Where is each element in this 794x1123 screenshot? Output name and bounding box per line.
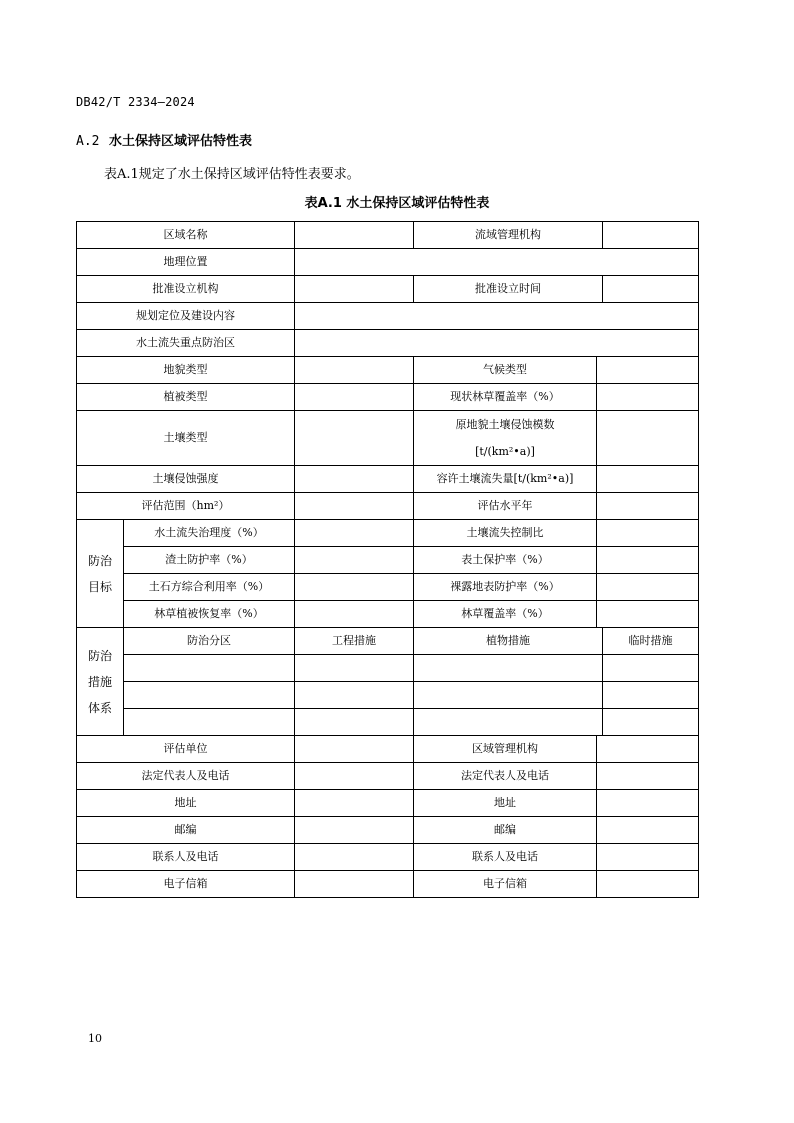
value-cell (295, 736, 414, 763)
column-header: 防治分区 (124, 628, 295, 655)
label-cell: 地貌类型 (77, 357, 295, 384)
value-cell (597, 466, 699, 493)
label-cell (414, 411, 597, 466)
page-number: 10 (88, 1032, 102, 1045)
value-cell (295, 574, 414, 601)
table-title: 表A.1 水土保持区域评估特性表 (304, 196, 490, 211)
targets-label-line: 目标 (87, 579, 112, 594)
value-cell (597, 357, 699, 384)
label-cell: 水土流失治理度（%） (124, 520, 295, 547)
label-cell: 联系人及电话 (77, 844, 295, 871)
table-row (77, 628, 699, 655)
table-row (77, 871, 699, 898)
value-cell (295, 655, 414, 682)
table-row (77, 330, 699, 357)
targets-group-label (77, 520, 124, 628)
value-cell (597, 411, 699, 466)
table-row (77, 357, 699, 384)
measures-label-line: 措施 (87, 674, 112, 689)
value-cell (597, 520, 699, 547)
value-cell (295, 330, 699, 357)
section-number: A.2 (76, 134, 100, 149)
value-cell (295, 222, 414, 249)
document-code: DB42/T 2334—2024 (76, 95, 195, 109)
value-cell (603, 682, 699, 709)
table-row (77, 466, 699, 493)
table-row (77, 817, 699, 844)
table-row (77, 547, 699, 574)
value-cell (597, 574, 699, 601)
value-cell (295, 817, 414, 844)
value-cell (295, 384, 414, 411)
label-cell: 联系人及电话 (414, 844, 597, 871)
label-cell: 批准设立时间 (414, 276, 603, 303)
value-cell (295, 411, 414, 466)
column-header: 植物措施 (414, 628, 603, 655)
value-cell (603, 276, 699, 303)
value-cell (597, 817, 699, 844)
value-cell (295, 466, 414, 493)
value-cell (295, 303, 699, 330)
targets-label-line: 防治 (87, 553, 112, 568)
label-cell: 表土保护率（%） (414, 547, 597, 574)
erosion-modulus-label: 原地貌土壤侵蚀模数 (455, 418, 555, 431)
label-cell: 土壤流失控制比 (414, 520, 597, 547)
value-cell (597, 736, 699, 763)
value-cell (597, 493, 699, 520)
table-row (77, 520, 699, 547)
value-cell (597, 871, 699, 898)
label-cell: 地理位置 (77, 249, 295, 276)
value-cell (597, 547, 699, 574)
value-cell (295, 844, 414, 871)
label-cell: 区域管理机构 (414, 736, 597, 763)
value-cell (295, 682, 414, 709)
value-cell (295, 763, 414, 790)
table-row (77, 682, 699, 709)
value-cell (295, 601, 414, 628)
value-cell (414, 709, 603, 736)
erosion-modulus-unit: [t/(km²•a)] (475, 445, 535, 458)
measures-label-line: 体系 (87, 700, 112, 715)
label-cell: 土石方综合利用率（%） (124, 574, 295, 601)
value-cell (295, 709, 414, 736)
label-cell: 流域管理机构 (414, 222, 603, 249)
label-cell: 电子信箱 (77, 871, 295, 898)
table-row (77, 493, 699, 520)
table-row (77, 763, 699, 790)
measures-group-label (77, 628, 124, 736)
table-row (77, 303, 699, 330)
label-cell: 法定代表人及电话 (77, 763, 295, 790)
characteristics-table (76, 221, 699, 898)
label-cell: 地址 (77, 790, 295, 817)
label-cell: 法定代表人及电话 (414, 763, 597, 790)
value-cell (414, 682, 603, 709)
label-cell: 林草植被恢复率（%） (124, 601, 295, 628)
label-cell: 邮编 (77, 817, 295, 844)
table-row (77, 736, 699, 763)
value-cell (295, 249, 699, 276)
table-row (77, 249, 699, 276)
section-heading (76, 130, 252, 149)
table-row (77, 790, 699, 817)
value-cell (124, 655, 295, 682)
label-cell: 规划定位及建设内容 (77, 303, 295, 330)
label-cell: 土壤类型 (77, 411, 295, 466)
value-cell (295, 276, 414, 303)
label-cell: 评估水平年 (414, 493, 597, 520)
value-cell (295, 790, 414, 817)
label-cell: 植被类型 (77, 384, 295, 411)
table-row (77, 411, 699, 466)
table-row (77, 601, 699, 628)
value-cell (295, 871, 414, 898)
table-row (77, 276, 699, 303)
value-cell (603, 222, 699, 249)
value-cell (124, 709, 295, 736)
label-cell: 林草覆盖率（%） (414, 601, 597, 628)
table-row (77, 574, 699, 601)
value-cell (124, 682, 295, 709)
value-cell (295, 357, 414, 384)
label-cell: 邮编 (414, 817, 597, 844)
label-cell: 评估范围（hm²） (77, 493, 295, 520)
table-row (77, 844, 699, 871)
label-cell: 水土流失重点防治区 (77, 330, 295, 357)
table-row (77, 222, 699, 249)
label-cell: 电子信箱 (414, 871, 597, 898)
label-cell: 批准设立机构 (77, 276, 295, 303)
section-title: 水土保持区域评估特性表 (109, 134, 253, 149)
value-cell (597, 384, 699, 411)
label-cell: 区域名称 (77, 222, 295, 249)
label-cell: 地址 (414, 790, 597, 817)
value-cell (597, 844, 699, 871)
label-cell: 土壤侵蚀强度 (77, 466, 295, 493)
value-cell (603, 655, 699, 682)
column-header: 工程措施 (295, 628, 414, 655)
value-cell (295, 520, 414, 547)
label-cell: 气候类型 (414, 357, 597, 384)
column-header: 临时措施 (603, 628, 699, 655)
value-cell (597, 790, 699, 817)
table-row (77, 384, 699, 411)
value-cell (295, 493, 414, 520)
table-row (77, 655, 699, 682)
table-row (77, 709, 699, 736)
label-cell: 现状林草覆盖率（%） (414, 384, 597, 411)
intro-paragraph: 表A.1规定了水土保持区域评估特性表要求。 (104, 167, 360, 182)
value-cell (603, 709, 699, 736)
label-cell: 裸露地表防护率（%） (414, 574, 597, 601)
label-cell: 渣土防护率（%） (124, 547, 295, 574)
value-cell (597, 601, 699, 628)
label-cell: 评估单位 (77, 736, 295, 763)
value-cell (597, 763, 699, 790)
value-cell (414, 655, 603, 682)
measures-label-line: 防治 (87, 648, 112, 663)
label-cell: 容许土壤流失量[t/(km²•a)] (414, 466, 597, 493)
value-cell (295, 547, 414, 574)
